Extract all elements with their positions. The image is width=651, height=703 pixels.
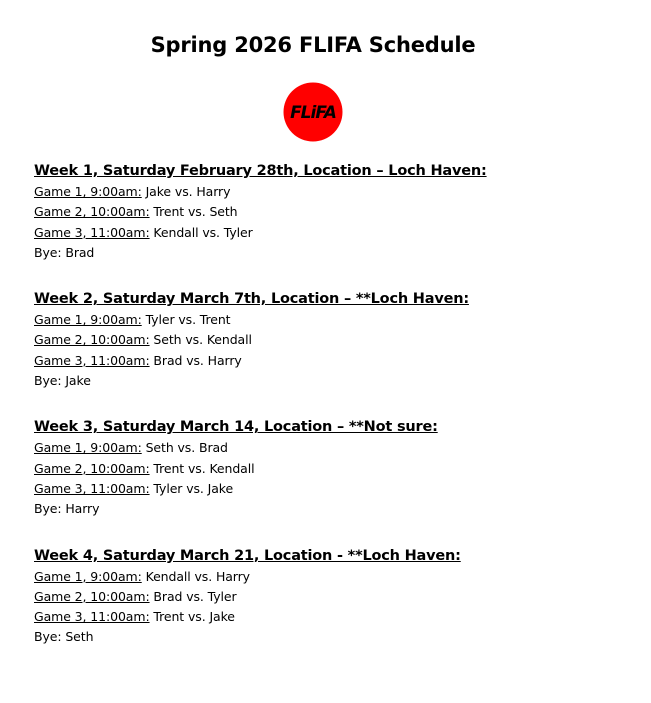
game-matchup: Jake vs. Harry [141,184,231,199]
game-label: Game 2, 10:00am: [34,204,150,220]
game-line [34,310,634,330]
bye-line: Bye: Harry [34,501,100,517]
bye-line: Bye: Jake [34,373,91,389]
game-line [34,351,634,371]
game-line [34,479,634,499]
game-matchup: Seth vs. Kendall [149,332,252,348]
game-line [34,438,634,458]
flifa-logo [283,82,343,142]
game-label: Game 1, 9:00am: [34,568,142,584]
game-label: Game 3, 11:00am: [34,609,150,625]
week-heading: Week 3, Saturday March 14, Location – **Not sure: [34,419,438,436]
game-matchup: Trent vs. Seth [149,204,238,220]
game-line [34,459,634,479]
game-matchup: Kendall vs. Tyler [149,224,253,240]
week-heading: Week 4, Saturday March 21, Location - **Loch Haven: [34,547,461,564]
week-heading: Week 1, Saturday February 28th, Location – Loch Haven: [34,163,487,179]
bye-line: Bye: Brad [34,244,95,260]
game-matchup: Brad vs. Harry [149,352,242,368]
game-line [34,567,634,587]
game-matchup: Kendall vs. Harry [141,568,250,584]
game-label: Game 1, 9:00am: [34,184,142,199]
game-label: Game 2, 10:00am: [34,332,150,348]
game-matchup: Brad vs. Tyler [149,588,237,604]
game-matchup: Trent vs. Jake [149,609,235,625]
game-label: Game 3, 11:00am: [34,480,150,496]
week-heading: Week 2, Saturday March 7th, Location – **Loch Haven: [34,291,469,308]
game-label: Game 3, 11:00am: [34,224,150,240]
game-line [34,587,634,607]
game-matchup: Seth vs. Brad [141,440,228,456]
week-2 [34,288,634,391]
logo-text: FLiFA [290,103,336,123]
week-4 [34,545,634,648]
game-line [34,330,634,350]
game-matchup: Tyler vs. Jake [149,480,234,496]
week-1 [34,160,634,263]
week-3 [34,416,634,519]
game-line [34,223,634,243]
game-label: Game 1, 9:00am: [34,312,142,328]
game-line [34,607,634,627]
bye-line: Bye: Seth [34,629,94,645]
game-label: Game 3, 11:00am: [34,352,150,368]
game-line [34,202,634,222]
game-label: Game 2, 10:00am: [34,588,150,604]
game-label: Game 1, 9:00am: [34,440,142,456]
game-label: Game 2, 10:00am: [34,460,150,476]
schedule [34,160,634,673]
page-title: Spring 2026 FLIFA Schedule [150,33,476,57]
game-line [34,182,634,202]
game-matchup: Tyler vs. Trent [141,312,231,328]
game-matchup: Trent vs. Kendall [149,460,255,476]
